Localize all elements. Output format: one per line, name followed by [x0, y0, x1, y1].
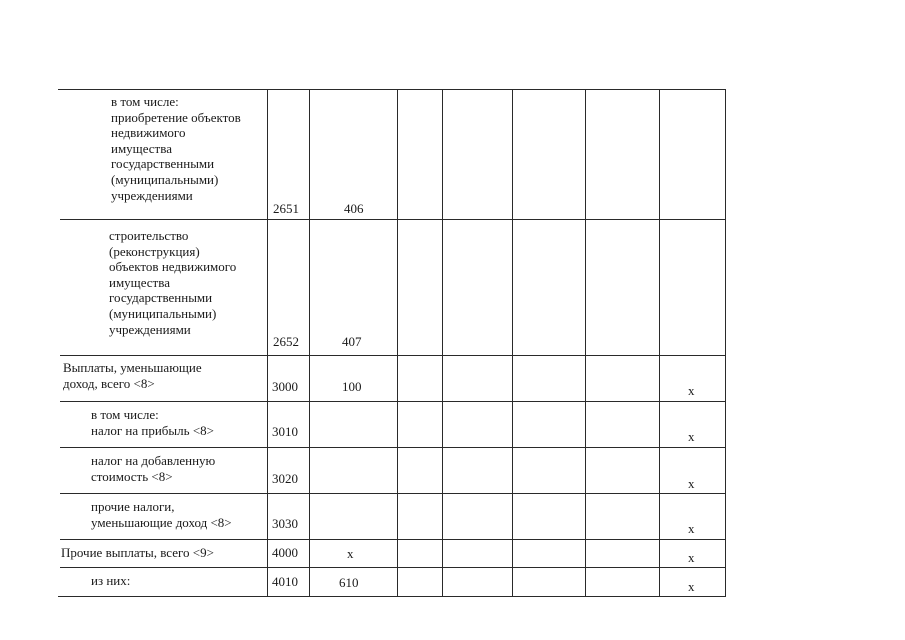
- table-top-border: [58, 89, 726, 90]
- row-code: 4000: [272, 545, 298, 560]
- column-divider: [267, 89, 268, 596]
- row-description: строительство (реконструкция) объектов недвижимого имущества государственными (муниципальными) учреждениями: [109, 228, 237, 337]
- row-divider: [60, 493, 726, 494]
- table-bottom-border: [58, 596, 726, 597]
- row-code: 2652: [273, 334, 299, 349]
- row-kbk: 407: [342, 334, 362, 349]
- row-divider: [60, 567, 726, 568]
- row-code: 4010: [272, 574, 298, 589]
- row-last-column-mark: x: [688, 429, 695, 444]
- row-last-column-mark: x: [688, 476, 695, 491]
- column-divider: [512, 89, 513, 596]
- column-divider: [397, 89, 398, 596]
- row-description: Прочие выплаты, всего <9>: [61, 545, 214, 560]
- row-code: 3020: [272, 471, 298, 486]
- row-kbk: 610: [339, 575, 359, 590]
- row-description: прочие налоги, уменьшающие доход <8>: [91, 499, 232, 530]
- row-last-column-mark: x: [688, 579, 695, 594]
- row-kbk: 406: [344, 201, 364, 216]
- column-divider: [585, 89, 586, 596]
- row-code: 3030: [272, 516, 298, 531]
- row-description: в том числе: налог на прибыль <8>: [91, 407, 214, 438]
- table-right-border: [725, 89, 726, 596]
- row-divider: [60, 219, 726, 220]
- column-divider: [442, 89, 443, 596]
- column-divider: [659, 89, 660, 596]
- column-divider: [309, 89, 310, 596]
- row-description: налог на добавленную стоимость <8>: [91, 453, 216, 484]
- row-kbk: x: [347, 546, 354, 561]
- row-divider: [60, 355, 726, 356]
- row-description: из них:: [91, 573, 131, 588]
- row-divider: [60, 447, 726, 448]
- row-last-column-mark: x: [688, 521, 695, 536]
- row-description: Выплаты, уменьшающие доход, всего <8>: [63, 360, 202, 391]
- row-divider: [60, 539, 726, 540]
- row-kbk: 100: [342, 379, 362, 394]
- row-code: 3000: [272, 379, 298, 394]
- row-last-column-mark: x: [688, 383, 695, 398]
- row-description: в том числе: приобретение объектов недвижимого имущества государственными (муниципальными) учреждениями: [111, 94, 241, 203]
- row-last-column-mark: x: [688, 550, 695, 565]
- row-divider: [60, 401, 726, 402]
- row-code: 2651: [273, 201, 299, 216]
- row-code: 3010: [272, 424, 298, 439]
